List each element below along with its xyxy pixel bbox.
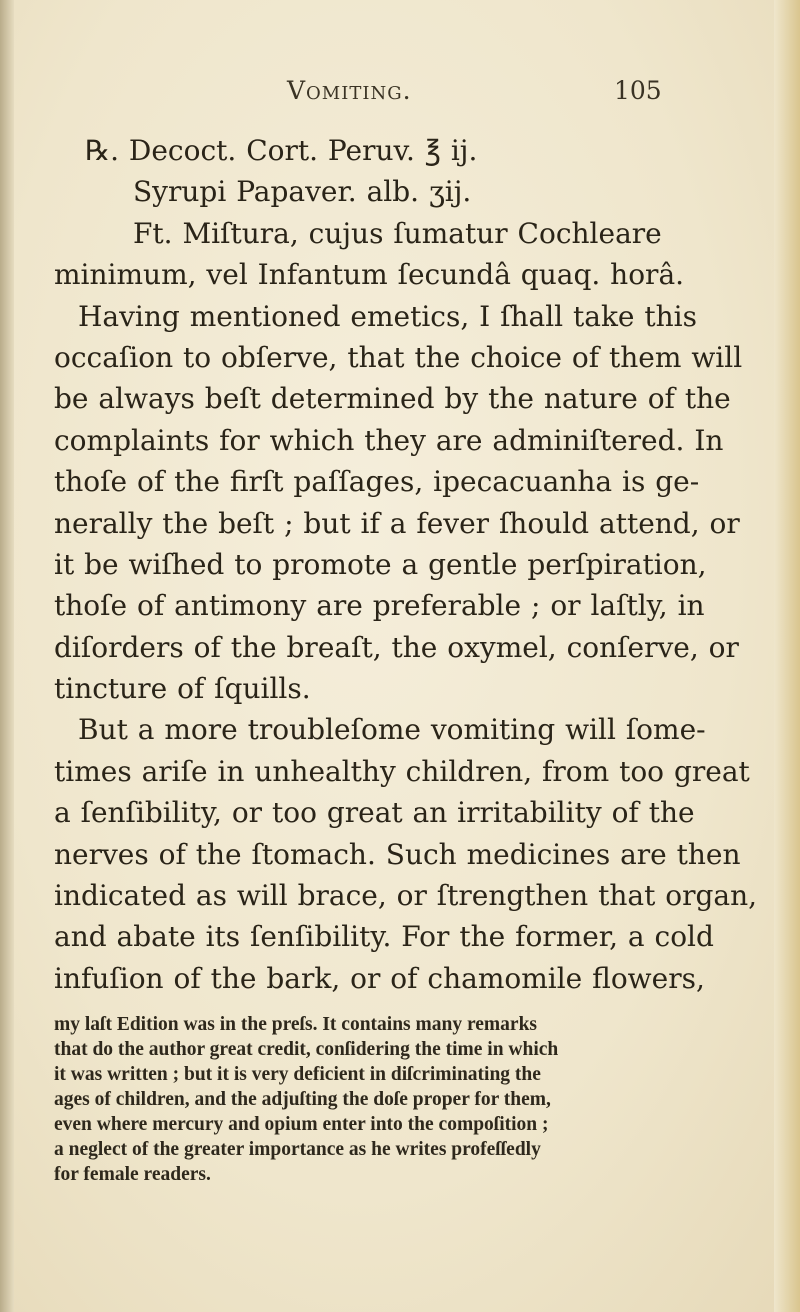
text-line: Syrupi Papaver. alb. ʒij. bbox=[133, 175, 472, 209]
page-left-edge bbox=[0, 0, 14, 1312]
text-line: be always beſt determined by the nature of the bbox=[54, 382, 731, 416]
text-line: a ſenſibility, or too great an irritability of the bbox=[54, 796, 695, 830]
page-right-edge bbox=[774, 0, 800, 1312]
text-line: complaints for which they are adminiſtered. In bbox=[54, 423, 724, 457]
footnote-line: that do the author great credit, conſidering the time in which bbox=[54, 1039, 559, 1060]
footnote-line: my laſt Edition was in the preſs. It contains many remarks bbox=[54, 1014, 538, 1035]
footnote-line: ages of children, and the adjuſting the doſe proper for them, bbox=[54, 1089, 551, 1110]
running-head bbox=[287, 76, 667, 116]
text-line: But a more troubleſome vomiting will ſome- bbox=[78, 713, 706, 747]
text-line: minimum, vel Infantum ſecundâ quaq. horâ. bbox=[54, 258, 685, 292]
text-line: times ariſe in unhealthy children, from too great bbox=[54, 754, 750, 788]
text-line: indicated as will brace, or ſtrengthen that organ, bbox=[54, 879, 758, 913]
footnote-line: it was written ; but it is very deficient in diſcriminating the bbox=[54, 1064, 541, 1085]
text-line: Ft. Miſtura, cujus ſumatur Cochleare bbox=[133, 216, 662, 250]
text-line: ℞. Decoct. Cort. Peruv. ℥ ij. bbox=[85, 134, 478, 167]
text-line: and abate its ſenſibility. For the former, a cold bbox=[54, 920, 714, 954]
text-line: occaſion to obſerve, that the choice of them will bbox=[54, 340, 743, 374]
body-text bbox=[54, 130, 758, 999]
text-line: nerves of the ſtomach. Such medicines are then bbox=[54, 837, 741, 871]
page-number: 105 bbox=[614, 76, 662, 105]
footnote-line: even where mercury and opium enter into the compoſition ; bbox=[54, 1114, 549, 1135]
footnote bbox=[54, 1012, 754, 1187]
text-line: Having mentioned emetics, I ſhall take this bbox=[78, 299, 697, 333]
text-line: infuſion of the bark, or of chamomile flowers, bbox=[54, 961, 705, 995]
running-head-title: Vomiting. bbox=[287, 76, 412, 105]
footnote-line: for female readers. bbox=[54, 1164, 211, 1185]
footnote-line: a neglect of the greater importance as he writes profeſſedly bbox=[54, 1139, 541, 1160]
text-line: it be wiſhed to promote a gentle perſpiration, bbox=[54, 547, 707, 581]
text-line: nerally the beſt ; but if a fever ſhould attend, or bbox=[54, 506, 740, 540]
text-line: thoſe of antimony are preferable ; or laſtly, in bbox=[54, 589, 705, 623]
text-line: tincture of ſquills. bbox=[54, 672, 311, 706]
text-line: diſorders of the breaſt, the oxymel, conſerve, or bbox=[54, 630, 739, 664]
text-line: thoſe of the firſt paſſages, ipecacuanha is ge- bbox=[54, 465, 700, 499]
